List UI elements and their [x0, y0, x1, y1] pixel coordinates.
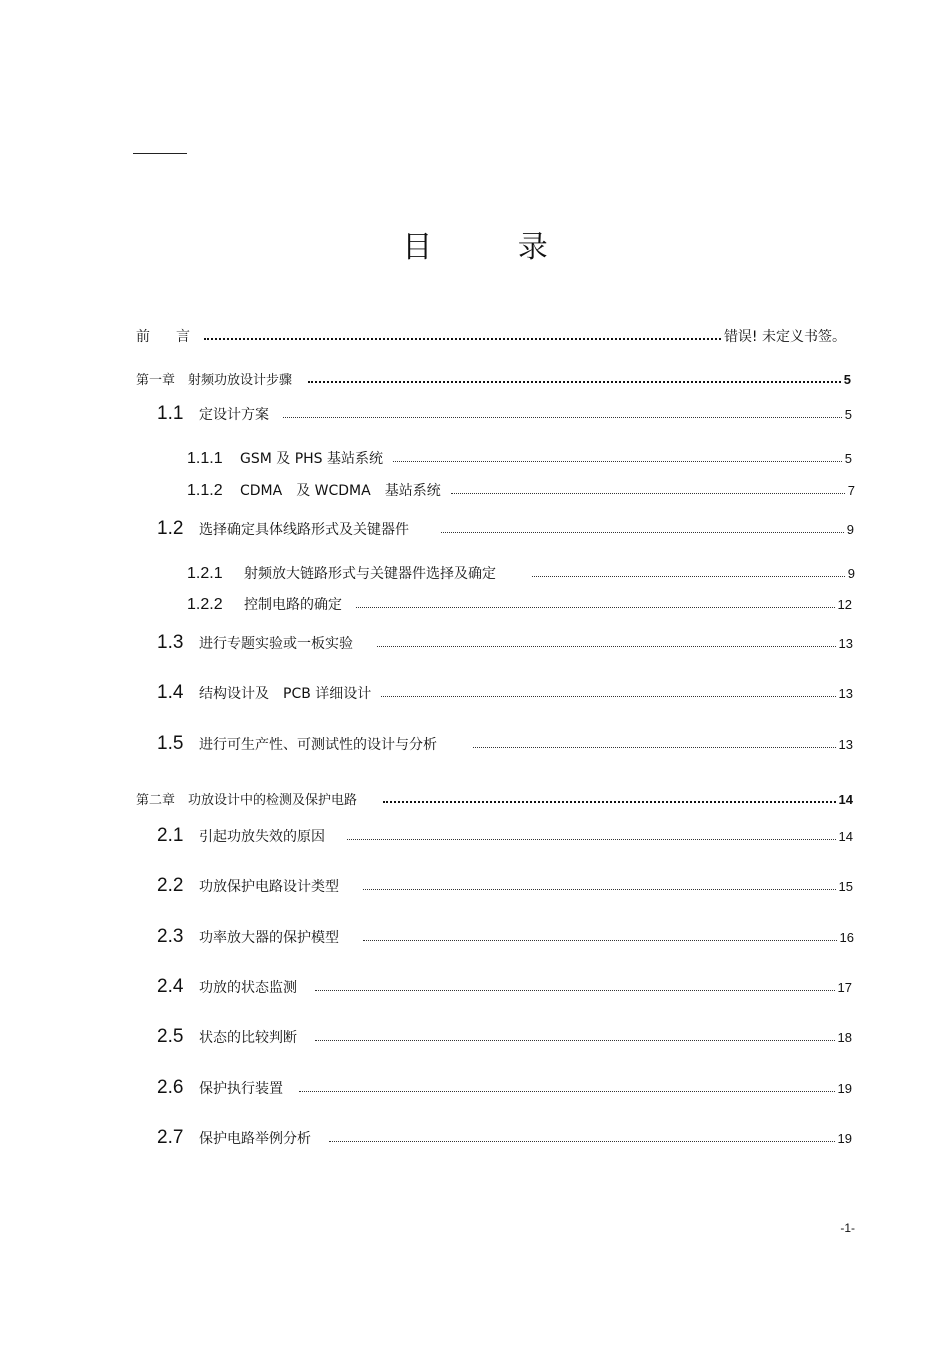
toc-entry-label: 进行可生产性、可测试性的设计与分析 [199, 737, 437, 753]
toc-entry-page: 9 [847, 566, 855, 581]
toc-entry-number: 1.1.2 [187, 482, 223, 499]
toc-entry-preface[interactable] [136, 326, 846, 346]
toc-entry-label: 保护电路举例分析 [199, 1131, 311, 1147]
toc-entry-1-3[interactable] [157, 632, 853, 654]
toc-leader-dots [329, 1133, 835, 1143]
toc-leader-dots [283, 409, 842, 419]
toc-entry-page: 19 [837, 1131, 852, 1146]
toc-entry-number: 2.4 [157, 976, 184, 997]
toc-entry-1-2[interactable] [157, 518, 854, 540]
toc-leader-dots [356, 599, 835, 609]
toc-leader-dots [451, 485, 845, 495]
toc-entry-page: 13 [838, 636, 853, 651]
toc-entry-label: 保护执行装置 [199, 1081, 283, 1097]
toc-entry-2-2[interactable] [157, 875, 853, 897]
toc-entry-number: 1.4 [157, 682, 184, 703]
toc-entry-1-2-1[interactable] [187, 563, 855, 583]
toc-entry-label: 前 言 [136, 329, 196, 345]
toc-entry-label: CDMA 及 WCDMA 基站系统 [240, 483, 441, 499]
toc-entry-1-2-2[interactable] [187, 594, 852, 614]
toc-entry-number: 1.2.2 [187, 596, 223, 613]
page-title: 目 录 [402, 230, 586, 265]
toc-entry-2-3[interactable] [157, 926, 854, 948]
toc-entry-label: GSM 及 PHS 基站系统 [240, 451, 384, 467]
toc-leader-dots [377, 638, 836, 648]
toc-entry-2-5[interactable] [157, 1026, 852, 1048]
toc-entry-number: 1.2 [157, 518, 184, 539]
toc-entry-label: 射频放大链路形式与关键器件选择及确定 [244, 566, 496, 582]
page-number-footer: -1- [840, 1221, 855, 1235]
toc-entry-page: 13 [838, 686, 853, 701]
toc-entry-2-4[interactable] [157, 976, 852, 998]
toc-entry-page: 5 [843, 372, 851, 387]
toc-leader-dots [299, 1083, 835, 1093]
toc-leader-dots [363, 881, 836, 891]
toc-entry-2-7[interactable] [157, 1127, 852, 1149]
toc-entry-number: 1.5 [157, 733, 184, 754]
toc-entry-number: 1.1 [157, 403, 184, 424]
toc-entry-page: 7 [847, 483, 855, 498]
toc-leader-dots [315, 1032, 835, 1042]
toc-entry-number: 2.2 [157, 875, 184, 896]
toc-leader-dots [315, 982, 835, 992]
toc-entry-page: 错误! 未定义书签。 [723, 329, 846, 345]
toc-leader-dots [441, 524, 844, 534]
toc-entry-number: 1.3 [157, 632, 184, 653]
toc-entry-page: 18 [837, 1030, 852, 1045]
toc-entry-1-1[interactable] [157, 403, 852, 425]
toc-entry-number: 2.6 [157, 1077, 184, 1098]
toc-entry-label: 控制电路的确定 [244, 597, 342, 613]
toc-entry-label: 第一章 射频功放设计步骤 [136, 373, 293, 388]
toc-entry-label: 进行专题实验或一板实验 [199, 636, 353, 652]
toc-leader-dots [308, 374, 841, 384]
toc-entry-1-5[interactable] [157, 733, 853, 755]
toc-entry-1-1-1[interactable] [187, 448, 852, 468]
toc-entry-page: 14 [838, 792, 853, 807]
toc-entry-label: 功率放大器的保护模型 [199, 930, 339, 946]
toc-leader-dots [383, 794, 836, 804]
toc-leader-dots [473, 739, 836, 749]
toc-entry-label: 结构设计及 PCB 详细设计 [199, 686, 372, 702]
toc-entry-page: 16 [839, 930, 854, 945]
toc-entry-number: 2.5 [157, 1026, 184, 1047]
toc-entry-page: 19 [837, 1081, 852, 1096]
toc-entry-label: 选择确定具体线路形式及关键器件 [199, 522, 409, 538]
toc-entry-page: 14 [838, 829, 853, 844]
toc-entry-2-6[interactable] [157, 1077, 852, 1099]
toc-entry-number: 2.1 [157, 825, 184, 846]
toc-entry-chapter-2[interactable] [136, 789, 853, 808]
toc-entry-page: 5 [844, 451, 852, 466]
toc-entry-label: 状态的比较判断 [199, 1030, 297, 1046]
toc-leader-dots [363, 932, 837, 942]
toc-entry-number: 1.2.1 [187, 565, 223, 582]
toc-leader-dots [381, 688, 835, 698]
toc-entry-page: 9 [846, 522, 854, 537]
toc-entry-chapter-1[interactable] [136, 369, 851, 388]
toc-leader-dots [204, 331, 721, 341]
toc-entry-label: 功放保护电路设计类型 [199, 879, 339, 895]
toc-entry-page: 13 [838, 737, 853, 752]
toc-leader-dots [393, 453, 842, 463]
toc-entry-number: 2.7 [157, 1127, 184, 1148]
toc-leader-dots [532, 568, 845, 578]
toc-entry-label: 功放的状态监测 [199, 980, 297, 996]
toc-entry-label: 引起功放失效的原因 [199, 829, 325, 845]
toc-entry-1-4[interactable] [157, 682, 853, 704]
toc-entry-number: 2.3 [157, 926, 184, 947]
toc-entry-page: 5 [844, 407, 852, 422]
toc-entry-label: 定设计方案 [199, 407, 269, 423]
toc-entry-page: 15 [838, 879, 853, 894]
toc-entry-page: 17 [837, 980, 852, 995]
toc-entry-2-1[interactable] [157, 825, 853, 847]
toc-entry-1-1-2[interactable] [187, 480, 855, 500]
toc-entry-label: 第二章 功放设计中的检测及保护电路 [136, 793, 358, 808]
toc-entry-number: 1.1.1 [187, 450, 223, 467]
toc-entry-page: 12 [837, 597, 852, 612]
toc-leader-dots [347, 831, 836, 841]
